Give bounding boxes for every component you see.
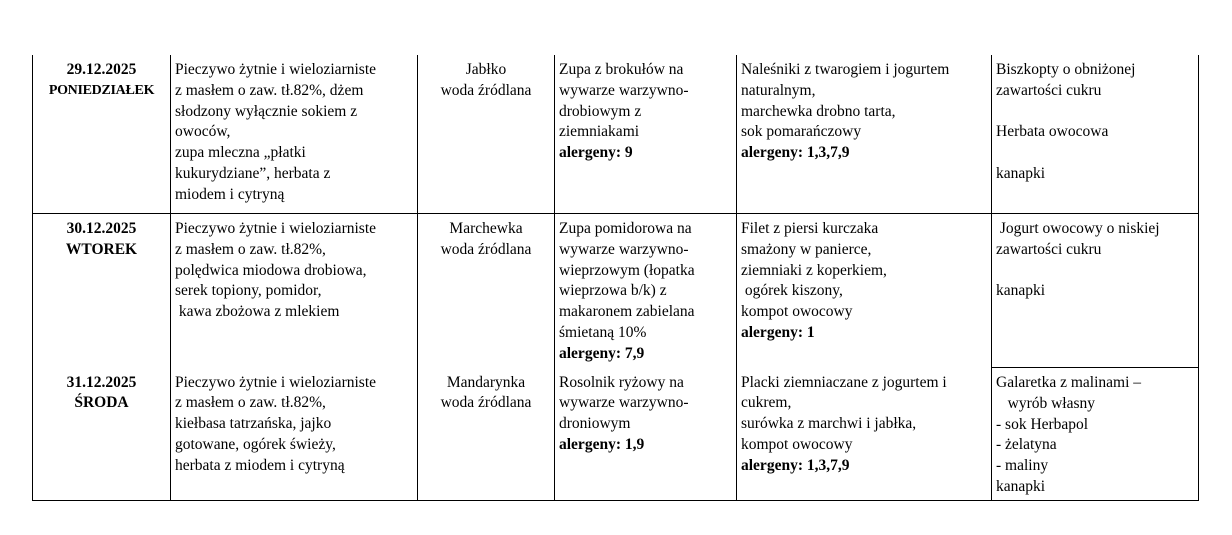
breakfast-line: zupa mleczna „płatki [175,144,306,162]
menu-row-monday [33,55,1199,214]
dessert-line: zawartości cukru [996,81,1102,99]
dessert-line: wyrób własny [996,394,1096,412]
soup-line: drobiowym z [559,102,642,120]
soup-line: droniowym [559,415,631,433]
soup-cell [555,368,737,501]
second-breakfast-line: Marchewka [449,220,523,237]
main-course-line: smażony w panierce, [741,240,872,258]
soup-cell [555,214,737,368]
dessert-cell [992,214,1199,368]
main-course-cell [737,55,992,214]
dessert-cell [992,368,1199,501]
main-course-line: ziemniaki z koperkiem, [741,261,887,279]
soup-line: wywarze warzywno- [559,240,689,258]
breakfast-cell [171,368,418,501]
weekly-menu-table [32,55,1199,501]
breakfast-cell [171,214,418,368]
second-breakfast-line: Mandarynka [446,373,526,391]
main-course-line: Filet z piersi kurczaka [741,220,879,237]
day-weekday: WTOREK [65,240,138,258]
spacer [996,261,1194,282]
dessert-line: - żelatyna [996,436,1057,454]
breakfast-line: Pieczywo żytnie i wieloziarniste [175,373,377,391]
breakfast-cell [171,55,418,214]
breakfast-line: Pieczywo żytnie i wieloziarniste [175,220,377,237]
breakfast-line: miodem i cytryną [175,185,285,203]
soup-allergens: alergeny: 1,9 [559,435,645,453]
second-breakfast-line: woda źródlana [440,240,532,258]
main-course-line: cukrem, [741,394,792,412]
soup-line: Zupa pomidorowa na [559,220,692,237]
main-course-allergens: alergeny: 1,3,7,9 [741,144,850,162]
soup-line: wywarze warzywno- [559,81,689,99]
soup-line: wieprzowa b/k) z [559,282,667,300]
main-course-line: marchewka drobno tarta, [741,102,896,120]
day-date: 31.12.2025 [66,373,137,391]
main-course-line: sok pomarańczowy [741,123,862,141]
dessert-line: Biszkopty o obniżonej [996,61,1136,78]
main-course-cell [737,214,992,368]
second-breakfast-line: woda źródlana [440,394,532,412]
day-cell [33,214,171,368]
breakfast-line: z masłem o zaw. tł.82%, [175,240,326,258]
breakfast-line: z masłem o zaw. tł.82%, [175,394,326,412]
main-course-line: naturalnym, [741,81,816,99]
main-course-allergens: alergeny: 1 [741,323,815,341]
breakfast-line: polędwica miodowa drobiowa, [175,261,367,279]
breakfast-line: owoców, [175,123,231,141]
second-breakfast-cell [418,55,555,214]
day-date: 29.12.2025 [66,61,137,78]
day-date: 30.12.2025 [66,220,137,237]
main-course-allergens: alergeny: 1,3,7,9 [741,456,850,474]
day-cell [33,55,171,214]
main-course-line: ogórek kiszony, [741,282,843,300]
dessert-line: kanapki [996,282,1046,300]
soup-cell [555,55,737,214]
menu-row-tuesday [33,214,1199,368]
soup-allergens: alergeny: 7,9 [559,344,645,362]
soup-allergens: alergeny: 9 [559,144,633,162]
dessert-line: Herbata owocowa [996,123,1109,141]
second-breakfast-line: Jabłko [465,61,507,78]
day-weekday: ŚRODA [74,394,129,412]
soup-line: Rosolnik ryżowy na [559,373,684,391]
breakfast-line: Pieczywo żytnie i wieloziarniste [175,61,377,78]
soup-line: makaronem zabielana [559,303,695,321]
dessert-line: kanapki [996,477,1046,495]
main-course-line: Naleśniki z twarogiem i jogurtem [741,61,950,78]
main-course-line: Placki ziemniaczane z jogurtem i [741,373,947,391]
breakfast-line: serek topiony, pomidor, [175,282,322,300]
dessert-line: kanapki [996,164,1046,182]
second-breakfast-line: woda źródlana [440,81,532,99]
dessert-line: Jogurt owocowy o niskiej [996,220,1160,237]
dessert-cell [992,55,1199,214]
second-breakfast-cell [418,368,555,501]
breakfast-line: kiełbasa tatrzańska, jajko [175,415,332,433]
day-cell [33,368,171,501]
soup-line: ziemniakami [559,123,640,141]
breakfast-line: herbata z miodem i cytryną [175,456,345,474]
soup-line: śmietaną 10% [559,323,647,341]
dessert-line: Galaretka z malinami – [996,374,1142,391]
soup-line: Zupa z brokułów na [559,61,684,78]
dessert-line: zawartości cukru [996,240,1102,258]
spacer [996,143,1194,164]
main-course-cell [737,368,992,501]
day-weekday: PONIEDZIAŁEK [48,82,155,98]
soup-line: wywarze warzywno- [559,394,689,412]
breakfast-line: kawa zbożowa z mlekiem [175,303,340,321]
menu-row-wednesday [33,368,1199,501]
main-course-line: kompot owocowy [741,435,853,453]
dessert-line: - sok Herbapol [996,415,1089,433]
dessert-line: - maliny [996,457,1049,475]
second-breakfast-cell [418,214,555,368]
main-course-line: kompot owocowy [741,303,853,321]
breakfast-line: z masłem o zaw. tł.82%, dżem [175,81,364,99]
breakfast-line: gotowane, ogórek świeży, [175,435,336,453]
spacer [996,102,1194,123]
main-course-line: surówka z marchwi i jabłka, [741,415,917,433]
breakfast-line: słodzony wyłącznie sokiem z [175,102,358,120]
soup-line: wieprzowym (łopatka [559,261,695,279]
breakfast-line: kukurydziane”, herbata z [175,164,331,182]
